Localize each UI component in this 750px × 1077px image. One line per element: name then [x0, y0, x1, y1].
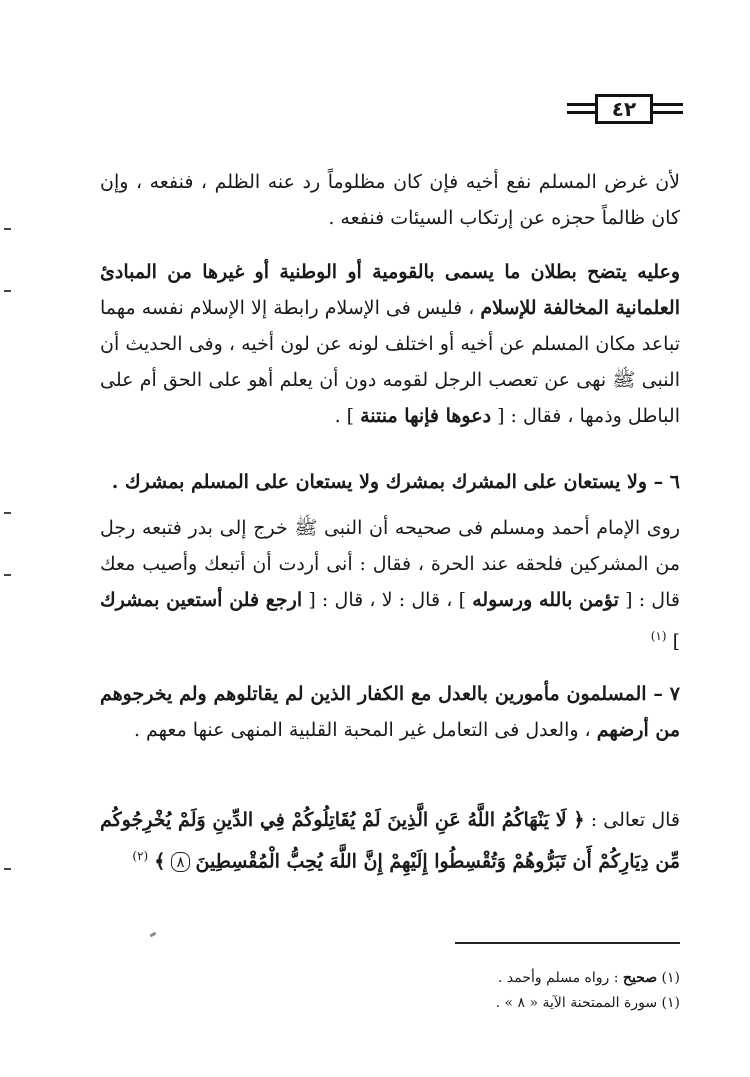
ornament-line-left-top: [567, 103, 597, 106]
page-number-ornament: [567, 92, 683, 136]
ornament-line-left-bottom: [567, 111, 597, 114]
paragraph-1-text: لأن غرض المسلم نفع أخيه فإن كان مظلوماً رد عنه الظلم ، فنفعه ، وإن كان ظالماً حجزه عن إرتكاب السيئات فنفعه .: [100, 171, 680, 229]
footnote-2-number: (١): [661, 995, 680, 1011]
ornament-line-right-bottom: [651, 111, 683, 114]
verse-number: ٨: [171, 852, 189, 872]
scan-edge-mark-4: [4, 574, 11, 576]
paragraph-4-bold-1: تؤمن بالله ورسوله: [472, 589, 619, 611]
quran-verse-paragraph: [100, 802, 680, 880]
footnote-2: [380, 993, 680, 1013]
paragraph-4-end: ]: [672, 630, 680, 653]
footnote-ref-1: (١): [650, 629, 667, 643]
page-number: ٤٢: [595, 94, 653, 124]
section-6-heading-text: ٦ – ولا يستعان على المشرك بمشرك ولا يستعان على المسلم بمشرك .: [111, 471, 680, 493]
footnote-1-text: : رواه مسلم وأحمد .: [498, 970, 619, 986]
footnote-1: [380, 968, 680, 988]
footnote-1-number: (١): [661, 970, 680, 986]
section-7-text: ، والعدل فى التعامل غير المحبة القلبية المنهى عنها معهم .: [133, 719, 591, 741]
paragraph-4: [100, 510, 680, 659]
scan-edge-mark-5: [4, 868, 11, 870]
section-6-heading: [100, 464, 680, 500]
paragraph-2-bold: وعليه يتضح بطلان ما يسمى بالقومية أو الوطنية أو غيرها من المبادئ العلمانية المخالفة للإسلام: [100, 261, 681, 319]
paragraph-2-quote: دعوها فإنها منتنة: [360, 405, 492, 427]
footnote-2-text: سورة الممتحنة الآية « ٨ » .: [495, 995, 658, 1011]
verse-close-bracket: ﴾: [154, 850, 166, 873]
paragraph-2-text: ، فليس فى الإسلام رابطة إلا الإسلام نفسه مهما تباعد مكان المسلم عن أخيه أو اختلف لونه عن لون أخيه ، وفى الحديث أن النبى ﷺ نهى عن تعصب الرجل لقومه دون أن يعلم أهو على الحق أم على الباطل وذمها ، فقال : [: [100, 297, 680, 427]
footnote-ref-2: (٢): [132, 849, 149, 863]
paragraph-1: [100, 164, 680, 236]
paragraph-2: [100, 254, 680, 434]
scan-edge-mark-2: [4, 290, 11, 292]
paragraph-4-bold-2: ارجع فلن أستعين بمشرك: [100, 589, 303, 611]
ornament-line-right-top: [651, 103, 683, 106]
section-7: [100, 676, 680, 748]
paragraph-2-end: ] .: [334, 405, 355, 427]
scan-edge-mark-1: [4, 228, 11, 230]
paragraph-4-text-2: ] ، قال : لا ، قال : [: [308, 589, 466, 611]
scan-edge-mark-3: [4, 512, 11, 514]
verse-intro: قال تعالى :: [590, 809, 680, 831]
quran-verse: ﴿ لَا يَنْهَاكُمُ اللَّهُ عَنِ الَّذِينَ لَمْ يُقَاتِلُوكُمْ فِي الدِّينِ وَلَمْ يُخْرِجُوكُم مِّن دِيَارِكُمْ أَن تَبَرُّوهُمْ وَتُقْسِطُوا إِلَيْهِمْ إِنَّ اللَّهَ يُحِبُّ الْمُقْسِطِينَ: [100, 809, 680, 873]
scan-speck: [150, 932, 157, 938]
footnote-divider: [455, 942, 680, 944]
section-7-heading-text: ٧ – المسلمون مأمورين بالعدل مع الكفار الذين لم يقاتلوهم ولم يخرجوهم من أرضهم: [100, 683, 680, 741]
footnote-1-bold: صحيح: [622, 970, 658, 986]
paragraph-4-text-1: روى الإمام أحمد ومسلم فى صحيحه أن النبى ﷺ خرج إلى بدر فتبعه رجل من المشركين فلحقه عند الحرة ، فقال : أنى أردت أن أتبعك وأصيب معك قال : [: [100, 517, 680, 611]
